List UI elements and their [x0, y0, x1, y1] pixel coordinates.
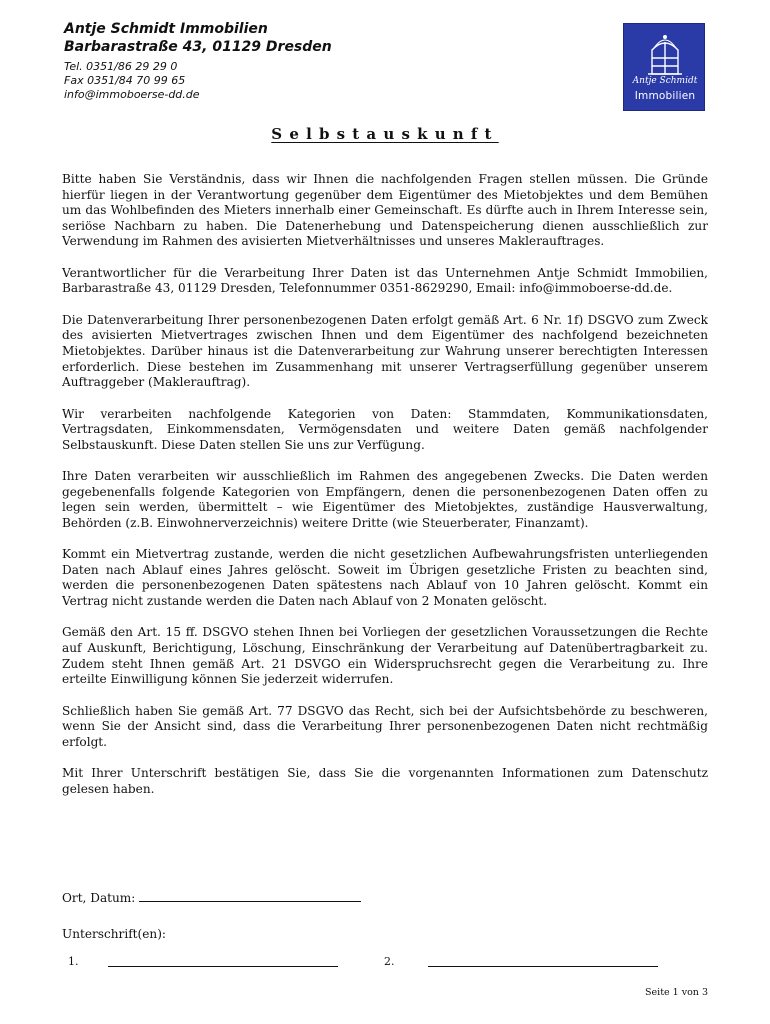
- signature-line-2[interactable]: [428, 966, 658, 967]
- page-number: Seite 1 von 3: [645, 987, 708, 998]
- letterhead: [64, 20, 584, 102]
- paragraph: Verantwortlicher für die Verarbeitung Ihrer Daten ist das Unternehmen Antje Schmidt Immobilien, Barbarastraße 43, 01129 Dresden, Telefonnummer 0351-8629290, Email: info@immoboerse-dd.de.: [62, 265, 708, 296]
- company-logo: [623, 23, 705, 111]
- signatures-label: Unterschrift(en):: [62, 927, 166, 941]
- email-address: info@immoboerse-dd.de: [64, 88, 200, 101]
- signature-number: 2.: [384, 955, 395, 968]
- document-title: Selbstauskunft: [271, 125, 499, 143]
- place-date-label: Ort, Datum:: [62, 891, 136, 905]
- company-address: Barbarastraße 43, 01129 Dresden: [64, 39, 332, 55]
- logo-script-text: Antje Schmidt: [632, 76, 698, 86]
- paragraph: Die Datenverarbeitung Ihrer personenbezogenen Daten erfolgt gemäß Art. 6 Nr. 1f) DSGVO zum Zweck des avisierten Mietvertrages zwischen Ihnen und dem Eigentümer des nachfolgend bezeichneten Mietobjektes. Darüber hinaus ist die Datenverarbeitung zur Wahrung unserer berechtigten Interessen erforderlich. Diese bestehen im Zusammenhang mit unserer Vertragserfüllung gegenüber unserem Auftraggeber (Maklerauftrag).: [62, 312, 708, 390]
- paragraph: Ihre Daten verarbeiten wir ausschließlich im Rahmen des angegebenen Zwecks. Die Daten werden gegebenenfalls folgende Kategorien von Empfängern, denen die personenbezogenen Daten offen zu legen sein werden, übermittelt – wie Eigentümer des Mietobjektes, zuständige Hausverwaltung, Behörden (z.B. Einwohnerverzeichnis) weitere Dritte (wie Steuerberater, Finanzamt).: [62, 469, 708, 530]
- document-body: [62, 172, 708, 813]
- phone-number: Tel. 0351/86 29 29 0: [64, 60, 178, 73]
- signature-line-1[interactable]: [108, 966, 338, 967]
- logo-wordmark: Immobilien: [634, 90, 696, 102]
- company-name: Antje Schmidt Immobilien: [64, 21, 268, 37]
- paragraph: Mit Ihrer Unterschrift bestätigen Sie, dass Sie die vorgenannten Informationen zum Datenschutz gelesen haben.: [62, 766, 708, 796]
- paragraph: Bitte haben Sie Verständnis, dass wir Ihnen die nachfolgenden Fragen stellen müssen. Die Gründe hierfür liegen in der Verantwortung gegenüber dem Eigentümer des Mietobjektes und dem Bemühen um das Wohlbefinden des Mieters innerhalb einer Gemeinschaft. Es dürfte auch in Ihrem Interesse sein, seriöse Nachbarn zu haben. Die Datenerhebung und Datenspeicherung dienen ausschließlich zur Verwendung im Rahmen des avisierten Mietverhältnisses und unseres Maklerauftrages.: [62, 172, 708, 249]
- place-date-line[interactable]: [139, 891, 361, 902]
- place-date-field: [62, 891, 361, 905]
- signature-number: 1.: [68, 955, 79, 968]
- paragraph: Wir verarbeiten nachfolgende Kategorien von Daten: Stammdaten, Kommunikationsdaten, Vertragsdaten, Einkommensdaten, Vermögensdaten und weitere Daten gemäß nachfolgender Selbstauskunft. Diese Daten stellen Sie uns zur Verfügung.: [62, 406, 708, 452]
- fax-number: Fax 0351/84 70 99 65: [64, 74, 186, 87]
- paragraph: Gemäß den Art. 15 ff. DSGVO stehen Ihnen bei Vorliegen der gesetzlichen Voraussetzungen die Rechte auf Auskunft, Berichtigung, Löschung, Einschränkung der Verarbeitung auf Datenübertragbarkeit zu. Zudem steht Ihnen gemäß Art. 21 DSVGO ein Widerspruchsrecht gegen die Verarbeitung zu. Ihre erteilte Einwilligung können Sie jederzeit widerrufen.: [62, 625, 708, 687]
- paragraph: Kommt ein Mietvertrag zustande, werden die nicht gesetzlichen Aufbewahrungsfristen unterliegenden Daten nach Ablauf eines Jahres gelöscht. Soweit im Übrigen gesetzliche Fristen zu beachten sind, werden die personenbezogenen Daten spätestens nach Ablauf von 10 Jahren gelöscht. Kommt ein Vertrag nicht zustande werden die Daten nach Ablauf von 2 Monaten gelöscht.: [62, 547, 708, 609]
- paragraph: Schließlich haben Sie gemäß Art. 77 DSGVO das Recht, sich bei der Aufsichtsbehörde zu beschweren, wenn Sie der Ansicht sind, dass die Verarbeitung Ihrer personenbezogenen Daten nicht rechtmäßig erfolgt.: [62, 703, 708, 749]
- contact-block: [64, 60, 584, 102]
